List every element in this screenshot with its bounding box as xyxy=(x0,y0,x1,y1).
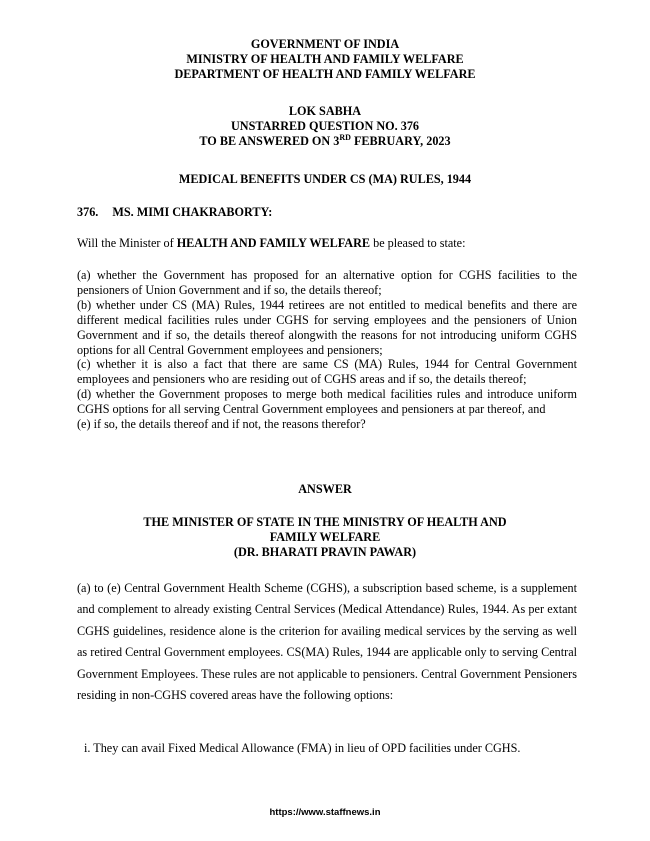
question-header xyxy=(60,104,590,149)
question-number-title: UNSTARRED QUESTION NO. 376 xyxy=(230,119,420,133)
intro-ministry: HEALTH AND FAMILY WELFARE xyxy=(176,236,371,250)
question-item: (c) whether it is also a fact that there are same CS (MA) Rules, 1944 for Central Government employees and pensioners who are residing out of CGHS areas and if so, the details thereof; xyxy=(77,357,577,387)
member-name: MS. MIMI CHAKRABORTY: xyxy=(112,205,273,219)
header-line-3: DEPARTMENT OF HEALTH AND FAMILY WELFARE xyxy=(174,67,476,81)
answer-date-ordinal: RD xyxy=(339,132,351,142)
government-header xyxy=(60,37,590,82)
question-item: (d) whether the Government proposes to merge both medical facilities rules and introduce uniform CGHS options for all serving Central Government employees and pensioners at par thereof, and xyxy=(77,387,577,417)
minister-block xyxy=(60,515,590,560)
intro-after: be pleased to state: xyxy=(370,236,466,250)
subject-title: MEDICAL BENEFITS UNDER CS (MA) RULES, 1944 xyxy=(178,172,472,186)
question-list xyxy=(77,268,577,432)
intro-before: Will the Minister of xyxy=(77,236,177,250)
house-name: LOK SABHA xyxy=(288,104,362,118)
question-number: 376. xyxy=(77,205,99,219)
header-line-1: GOVERNMENT OF INDIA xyxy=(250,37,400,51)
question-item: (b) whether under CS (MA) Rules, 1944 retirees are not entitled to medical benefits and there are different medical facilities rules under CGHS for serving employees and the pensioners of Union Government and if so, the details thereof alongwith the reasons for not introducing uniform CGHS options for all Central Government employees and pensioners; xyxy=(77,297,577,357)
answer-heading: ANSWER xyxy=(298,482,352,496)
minister-line-2: FAMILY WELFARE xyxy=(269,530,381,544)
answer-date-suffix: FEBRUARY, 2023 xyxy=(350,134,451,148)
minister-line-1: THE MINISTER OF STATE IN THE MINISTRY OF HEALTH AND xyxy=(143,515,507,529)
question-item: (e) if so, the details thereof and if not, the reasons therefor? xyxy=(77,417,366,432)
question-intro xyxy=(77,236,577,251)
question-member-line xyxy=(77,205,272,220)
question-item: (a) whether the Government has proposed for an alternative option for CGHS facilities to the pensioners of Union Government and if so, the details thereof; xyxy=(77,268,577,297)
answer-body: (a) to (e) Central Government Health Scheme (CGHS), a subscription based scheme, is a supplement and complement to already existing Central Services (Medical Attendance) Rules, 1944. As per extant CGHS guidelines, residence alone is the criterion for availing medical services by the serving as well as retired Central Government employees. CS(MA) Rules, 1944 are applicable only to serving Central Government Employees. These rules are not applicable to pensioners. Central Government Pensioners residing in non-CGHS covered areas have the following options: xyxy=(77,581,577,703)
header-line-2: MINISTRY OF HEALTH AND FAMILY WELFARE xyxy=(186,52,464,66)
answer-date-prefix: TO BE ANSWERED ON 3 xyxy=(199,134,340,148)
footer-url[interactable]: https://www.staffnews.in xyxy=(269,807,381,818)
option-item: i. They can avail Fixed Medical Allowance (FMA) in lieu of OPD facilities under CGHS. xyxy=(84,741,521,755)
answer-date xyxy=(60,134,590,149)
minister-name: (DR. BHARATI PRAVIN PAWAR) xyxy=(233,545,417,559)
